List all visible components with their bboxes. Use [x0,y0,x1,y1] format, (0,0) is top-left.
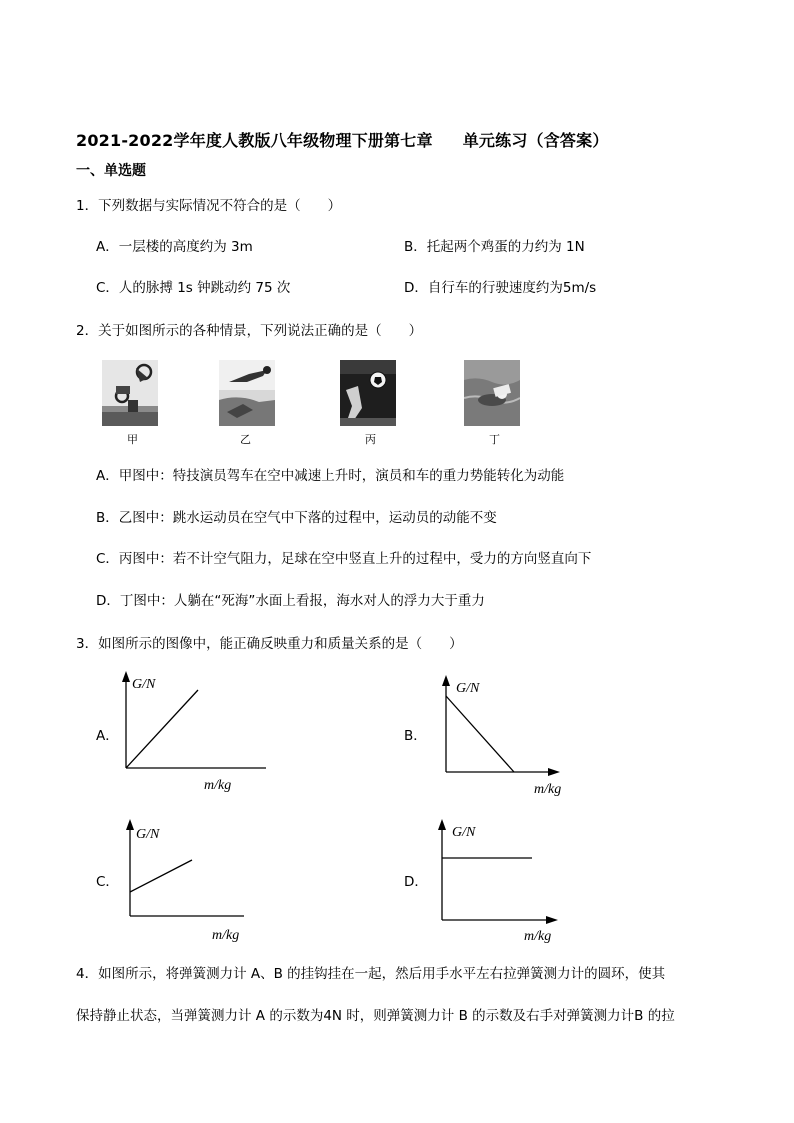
graph-a-y-label: G/N [132,677,156,692]
graph-c-y-arrow [126,819,134,830]
question-4-stem-line1: 4．如图所示，将弹簧测力计 A、B 的挂钩挂在一起，然后用手水平左右拉弹簧测力计的圆环，使其 [76,966,666,982]
q2-option-b: B．乙图中：跳水运动员在空气中下落的过程中，运动员的动能不变 [96,510,497,526]
graph-b-y-label: G/N [456,681,480,696]
title-sub: 单元练习（含答案） [462,131,609,150]
graph-b-y-arrow [442,675,450,686]
graph-d [432,816,592,946]
graph-a-x-label: m/kg [204,778,232,793]
photo-yi-diver [219,360,275,426]
page-title [76,128,609,151]
caption-ding: 丁 [489,433,500,446]
title-main: 2021-2022学年度人教版八年级物理下册第七章 [76,131,433,150]
q2-option-c: C．丙图中：若不计空气阻力，足球在空中竖直上升的过程中，受力的方向竖直向下 [96,551,592,567]
q3-option-c-label: C． [96,874,119,890]
graph-b-x-arrow [548,768,560,776]
graph-b-line [446,696,514,772]
graph-d-x-label: m/kg [524,929,552,944]
graph-c-y-label: G/N [136,827,160,842]
q2-option-a: A．甲图中：特技演员驾车在空中减速上升时，演员和车的重力势能转化为动能 [96,468,565,484]
q2-option-d: D．丁图中：人躺在“死海”水面上看报，海水对人的浮力大于重力 [96,593,485,609]
graph-a [116,668,276,798]
question-4-stem-line2: 保持静止状态，当弹簧测力计 A 的示数为4N 时，则弹簧测力计 B 的示数及右手对弹簧测力计B 的拉 [76,1008,675,1024]
graph-d-x-arrow [546,916,558,924]
question-2-stem: 2．关于如图所示的各种情景，下列说法正确的是（ ） [76,323,423,339]
graph-c [120,816,260,946]
graph-d-y-arrow [438,819,446,830]
q1-option-b: B．托起两个鸡蛋的力约为 1N [404,239,585,255]
graph-c-x-label: m/kg [212,928,240,943]
question-1-stem: 1．下列数据与实际情况不符合的是（ ） [76,198,342,214]
graph-b-x-label: m/kg [534,782,562,797]
caption-jia: 甲 [127,433,138,446]
caption-bing: 丙 [365,433,376,446]
photo-bing-football [340,360,396,426]
q3-option-a-label: A． [96,728,119,744]
q1-option-c: C．人的脉搏 1s 钟跳动约 75 次 [96,280,291,296]
graph-a-y-arrow [122,671,130,682]
photo-jia-stunt-car [102,360,158,426]
section-heading: 一、单选题 [76,163,146,179]
q3-option-b-label: B． [404,728,427,744]
q1-option-d: D．自行车的行驶速度约为5m/s [404,280,597,296]
graph-b [436,672,596,802]
graph-d-y-label: G/N [452,825,476,840]
photo-ding-dead-sea [464,360,520,426]
question-3-stem: 3．如图所示的图像中，能正确反映重力和质量关系的是（ ） [76,636,463,652]
caption-yi: 乙 [240,433,251,446]
graph-a-line [126,690,198,768]
graph-c-line [130,860,192,892]
q1-option-a: A．一层楼的高度约为 3m [96,239,253,255]
q3-option-d-label: D． [404,874,428,890]
